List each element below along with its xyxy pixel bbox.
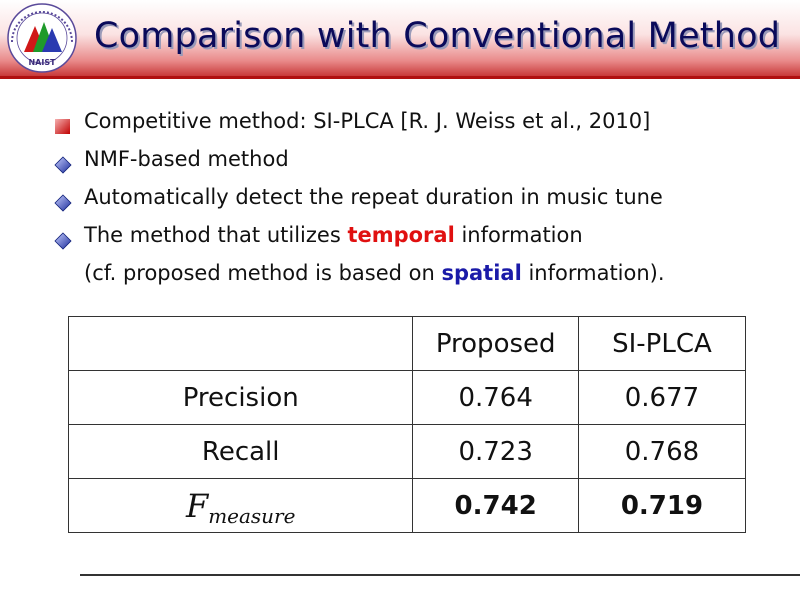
emphasis-spatial: spatial	[441, 261, 522, 285]
bullet-text: The method that utilizes	[84, 223, 348, 247]
row-label: Precision	[69, 371, 413, 425]
slide-title: Comparison with Conventional Method	[94, 16, 781, 56]
blue-diamond-icon	[54, 226, 72, 244]
bullet-competitive-method	[54, 104, 794, 142]
bullet-text: information	[454, 223, 583, 247]
naist-logo	[2, 2, 82, 74]
blue-diamond-icon	[54, 150, 72, 168]
header-divider	[0, 76, 800, 79]
fmeasure-symbol: F	[185, 486, 209, 525]
red-square-icon	[54, 112, 72, 130]
table-row	[69, 371, 746, 425]
emphasis-temporal: temporal	[347, 223, 455, 247]
blue-diamond-icon	[54, 188, 72, 206]
row-label-fmeasure	[69, 479, 413, 533]
table-row	[69, 425, 746, 479]
results-table	[68, 316, 746, 533]
table-header-row	[69, 317, 746, 371]
bullet-text: (cf. proposed method is based on	[84, 261, 442, 285]
bullet-temporal	[54, 218, 794, 256]
table-header-cell: SI-PLCA	[578, 317, 745, 371]
bullet-list	[54, 104, 794, 292]
bullet-text: Competitive method: SI-PLCA [R. J. Weiss et al., 2010]	[84, 109, 651, 133]
bullet-text: information).	[521, 261, 665, 285]
table-cell: 0.723	[413, 425, 578, 479]
fmeasure-subscript: measure	[208, 503, 296, 528]
table-cell: 0.764	[413, 371, 578, 425]
bullet-text: Automatically detect the repeat duration in music tune	[84, 185, 663, 209]
table-cell: 0.677	[578, 371, 745, 425]
svg-text:NAIST: NAIST	[28, 58, 56, 67]
table-header-cell: Proposed	[413, 317, 578, 371]
bullet-auto-detect	[54, 180, 794, 218]
footer-divider	[80, 574, 800, 576]
bullet-text: NMF-based method	[84, 147, 289, 171]
table-cell: 0.719	[578, 479, 745, 533]
table-header-cell	[69, 317, 413, 371]
row-label: Recall	[69, 425, 413, 479]
table-cell: 0.742	[413, 479, 578, 533]
table-cell: 0.768	[578, 425, 745, 479]
bullet-nmf	[54, 142, 794, 180]
table-row	[69, 479, 746, 533]
bullet-continuation-spatial	[54, 256, 794, 292]
